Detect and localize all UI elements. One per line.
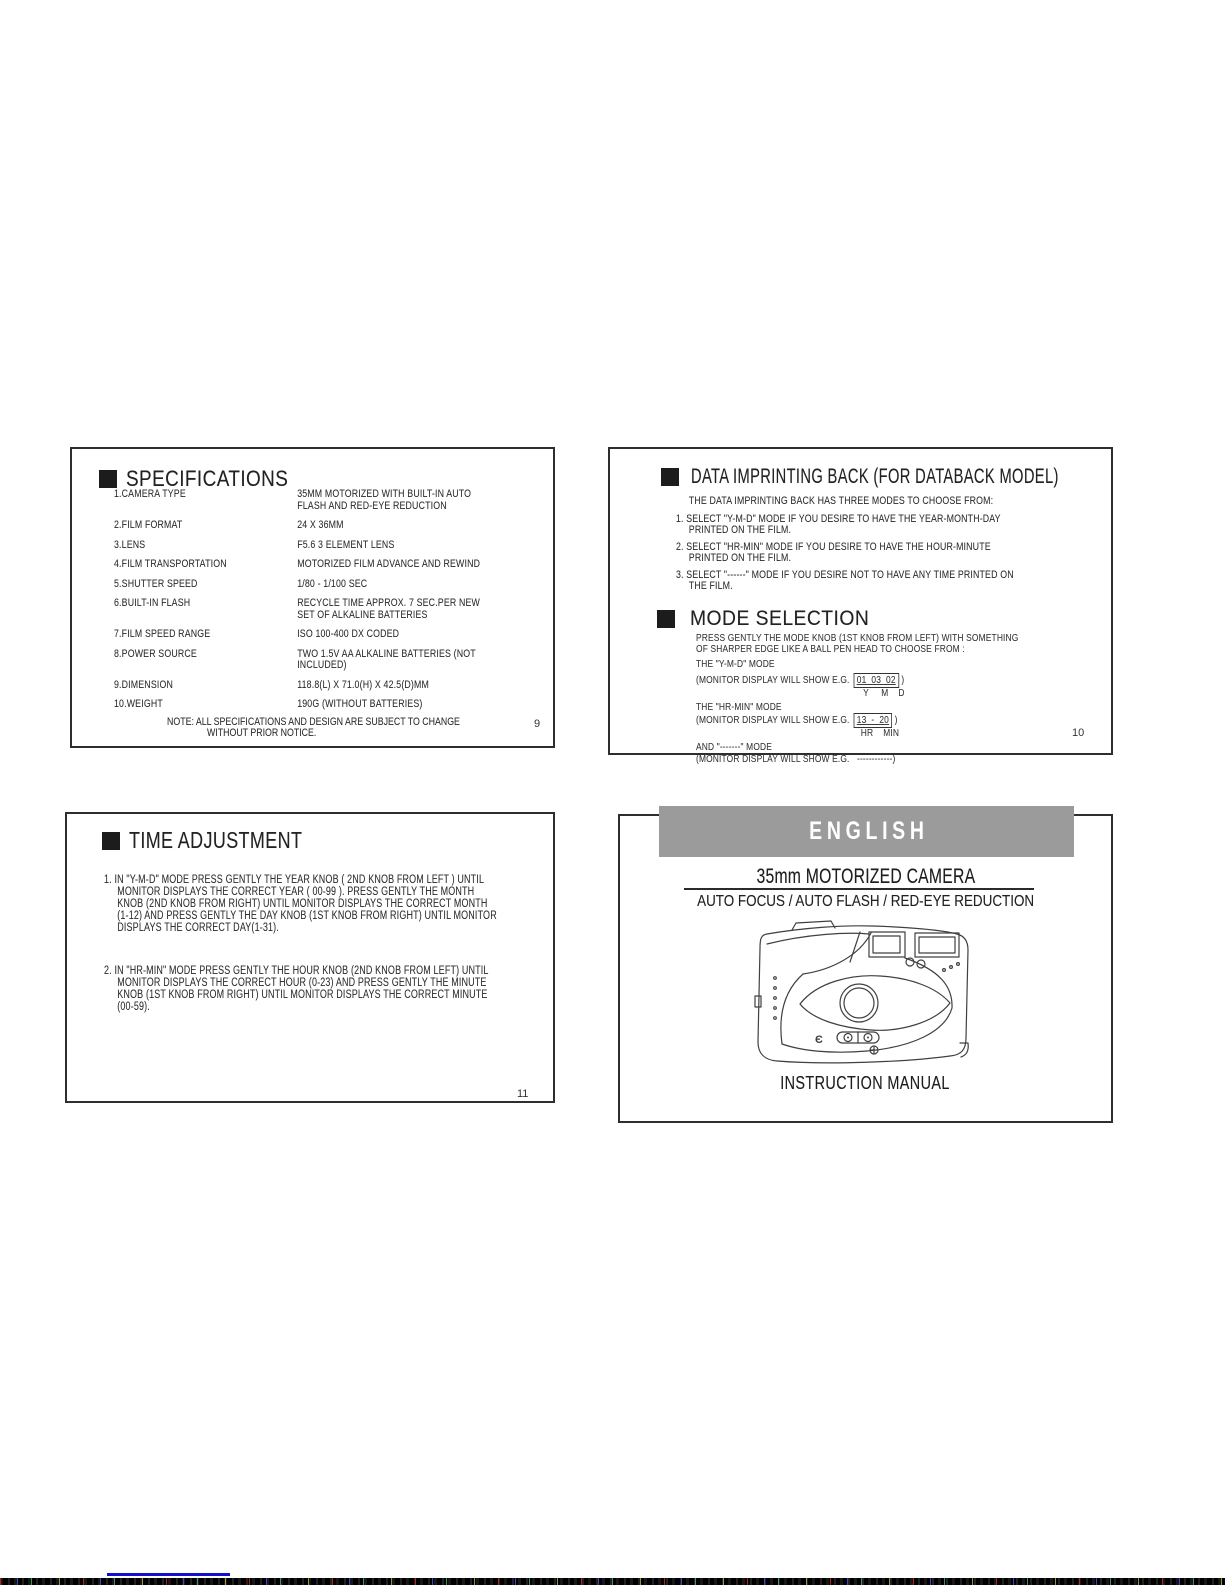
camera-strap-lug [755, 996, 761, 1007]
ymd-mode-label: THE "Y-M-D" MODE [696, 658, 775, 670]
camera-sensor-circle [917, 960, 925, 968]
spec-row [114, 520, 594, 532]
spec-label: 9.DIMENSION [114, 678, 173, 691]
title-underline [684, 888, 1034, 890]
camera-viewfinder-window-inner [873, 936, 900, 953]
spec-label: 7.FILM SPEED RANGE [114, 628, 211, 640]
language-banner-label: ENGLISH [809, 817, 929, 845]
specifications-title: SPECIFICATIONS [126, 466, 289, 491]
spec-label: 10.WEIGHT [114, 698, 163, 710]
spec-label: 2.FILM FORMAT [114, 519, 183, 531]
mode-selection-header [657, 607, 885, 631]
spec-row [114, 699, 594, 711]
spec-row [114, 649, 594, 672]
camera-left-dot [774, 987, 777, 990]
scan-noise-strip [0, 1578, 1225, 1585]
spec-value: RECYCLE TIME APPROX. 7 SEC.PER NEW SET OF ALKALINE BATTERIES [297, 597, 480, 621]
spec-row [114, 540, 594, 552]
camera-sensor-circle [906, 958, 914, 966]
specifications-note: NOTE: ALL SPECIFICATIONS AND DESIGN ARE SUBJECT TO CHANGE WITHOUT PRIOR NOTICE. [167, 716, 460, 739]
time-adjustment-panel [65, 812, 555, 1103]
time-adjustment-para2: 2. IN "HR-MIN" MODE PRESS GENTLY THE HOUR KNOB (2ND KNOB FROM LEFT) UNTIL MONITOR DISPLAYS THE CORRECT HOUR (0-23) AND PRESS GENTLY THE MINUTE KNOB (1ST KNOB FROM RIGHT) UNTIL MONITOR DISPLAYS THE CORRECT MINUTE (00-59). [104, 965, 489, 1014]
camera-illustration [747, 920, 977, 1068]
spec-label: 1.CAMERA TYPE [114, 488, 186, 500]
camera-left-dot [774, 997, 777, 1000]
spec-value: 1/80 - 1/100 SEC [297, 577, 368, 590]
spec-row [114, 489, 594, 512]
camera-lens-inner [844, 988, 874, 1018]
camera-indicator-dot [950, 966, 953, 969]
mode-intro-line: PRESS GENTLY THE MODE KNOB (1ST KNOB FROM LEFT) WITH SOMETHING [696, 632, 1019, 644]
spec-row [114, 559, 594, 571]
ymd-display-box: 01 03 02 [854, 673, 899, 688]
camera-control-dot [847, 1037, 849, 1039]
spec-row [114, 680, 594, 692]
time-adjustment-para1: 1. IN "Y-M-D" MODE PRESS GENTLY THE YEAR KNOB ( 2ND KNOB FROM LEFT ) UNTIL MONITOR DISPLAYS THE CORRECT YEAR ( 00-99 ). PRESS GENTLY THE MONTH KNOB (2ND KNOB FROM RIGHT) UNTIL MONITOR DISPLAYS THE CORRECT MONTH (1-12) AND PRESS GENTLY THE DAY KNOB (1ST KNOB FROM RIGHT) UNTIL MONITOR DISPLAYS THE CORRECT DAY(1-31). [104, 874, 497, 935]
section-bullet-square-icon [99, 470, 117, 488]
time-adjustment-header [102, 827, 351, 854]
specifications-panel [70, 447, 555, 748]
dash-monitor-line: (MONITOR DISPLAY WILL SHOW E.G. ------------) [696, 752, 896, 765]
spec-label: 4.FILM TRANSPORTATION [114, 558, 227, 570]
page-number: 10 [1072, 727, 1085, 739]
spec-value: 24 X 36MM [297, 519, 344, 531]
databack-item: 3. SELECT "------" MODE IF YOU DESIRE NOT TO HAVE ANY TIME PRINTED ON THE FILM. [676, 569, 1014, 592]
page-number: 9 [534, 718, 541, 730]
ymd-sub-labels: Y M D [860, 686, 905, 699]
spec-row [114, 579, 594, 591]
section-bullet-square-icon [102, 832, 120, 850]
hrmin-mode-label: THE "HR-MIN" MODE [696, 701, 782, 713]
product-subtitle: AUTO FOCUS / AUTO FLASH / RED-EYE REDUCTION [696, 893, 1035, 910]
language-banner [659, 806, 1074, 857]
camera-control-dot [867, 1037, 869, 1039]
mode-intro-line: OF SHARPER EDGE LIKE A BALL PEN HEAD TO CHOOSE FROM : [696, 642, 965, 655]
spec-label: 8.POWER SOURCE [114, 647, 197, 660]
spec-value: 118.8(L) X 71.0(H) X 42.5(D)MM [297, 678, 429, 691]
camera-indicator-dot [957, 963, 960, 966]
page-number: 11 [517, 1088, 529, 1100]
manual-label: INSTRUCTION MANUAL [780, 1073, 951, 1093]
camera-body [758, 926, 968, 1063]
mode-selection-title: MODE SELECTION [690, 607, 870, 630]
product-title: 35mm MOTORIZED CAMERA [756, 865, 975, 888]
camera-base-notch [960, 1043, 968, 1057]
ce-mark: Є [815, 1034, 823, 1046]
spec-value: 190G (WITHOUT BATTERIES) [297, 698, 423, 710]
camera-viewfinder-slant-line [850, 932, 860, 962]
camera-left-dot [774, 1007, 777, 1010]
databack-item: 1. SELECT "Y-M-D" MODE IF YOU DESIRE TO HAVE THE YEAR-MONTH-DAY PRINTED ON THE FILM. [676, 513, 1001, 536]
hrmin-sub-labels: HR MIN [860, 726, 900, 739]
camera-lens-outer [840, 984, 878, 1022]
camera-flash-window-inner [919, 937, 955, 953]
dash-mode-label: AND "-------" MODE [696, 741, 773, 753]
camera-front-plate-curve [782, 958, 952, 1052]
databack-intro: THE DATA IMPRINTING BACK HAS THREE MODES TO CHOOSE FROM: [688, 495, 994, 507]
spec-row [114, 629, 594, 641]
section-bullet-square-icon [657, 610, 675, 628]
databack-title: DATA IMPRINTING BACK (FOR DATABACK MODEL) [691, 465, 1059, 488]
cover-panel [618, 814, 1113, 1123]
time-adjustment-title: TIME ADJUSTMENT [129, 827, 303, 853]
ymd-monitor-line: (MONITOR DISPLAY WILL SHOW E.G. 01 03 02 ) [696, 673, 905, 686]
spec-row [114, 598, 594, 621]
databack-text [676, 496, 1124, 598]
spec-label: 3.LENS [114, 538, 146, 551]
spec-value: TWO 1.5V AA ALKALINE BATTERIES (NOT INCLUDED) [297, 647, 476, 671]
databack-item: 2. SELECT "HR-MIN" MODE IF YOU DESIRE TO HAVE THE HOUR-MINUTE PRINTED ON THE FILM. [676, 541, 991, 564]
spec-value: ISO 100-400 DX CODED [297, 628, 400, 640]
camera-front-plate-curve [767, 933, 869, 944]
camera-lens-surround [800, 976, 950, 1031]
hrmin-monitor-line: (MONITOR DISPLAY WILL SHOW E.G. 13 - 20 ) [696, 713, 898, 726]
spec-value: 35MM MOTORIZED WITH BUILT-IN AUTO FLASH AND RED-EYE REDUCTION [297, 488, 472, 512]
spec-value: MOTORIZED FILM ADVANCE AND REWIND [297, 558, 481, 570]
specifications-table [114, 489, 594, 719]
spec-value: F5.6 3 ELEMENT LENS [297, 538, 395, 551]
camera-shutter-bump [792, 921, 835, 930]
databack-panel [608, 447, 1113, 765]
camera-left-dot [774, 977, 777, 980]
camera-left-dot [774, 1017, 777, 1020]
scan-blue-line [107, 1573, 230, 1576]
spec-label: 6.BUILT-IN FLASH [114, 597, 191, 609]
section-bullet-square-icon [661, 468, 679, 486]
camera-indicator-dot [943, 969, 946, 972]
mode-selection-text [696, 633, 1160, 766]
spec-label: 5.SHUTTER SPEED [114, 577, 198, 590]
hrmin-display-box: 13 - 20 [854, 713, 893, 728]
databack-header [661, 465, 1216, 489]
